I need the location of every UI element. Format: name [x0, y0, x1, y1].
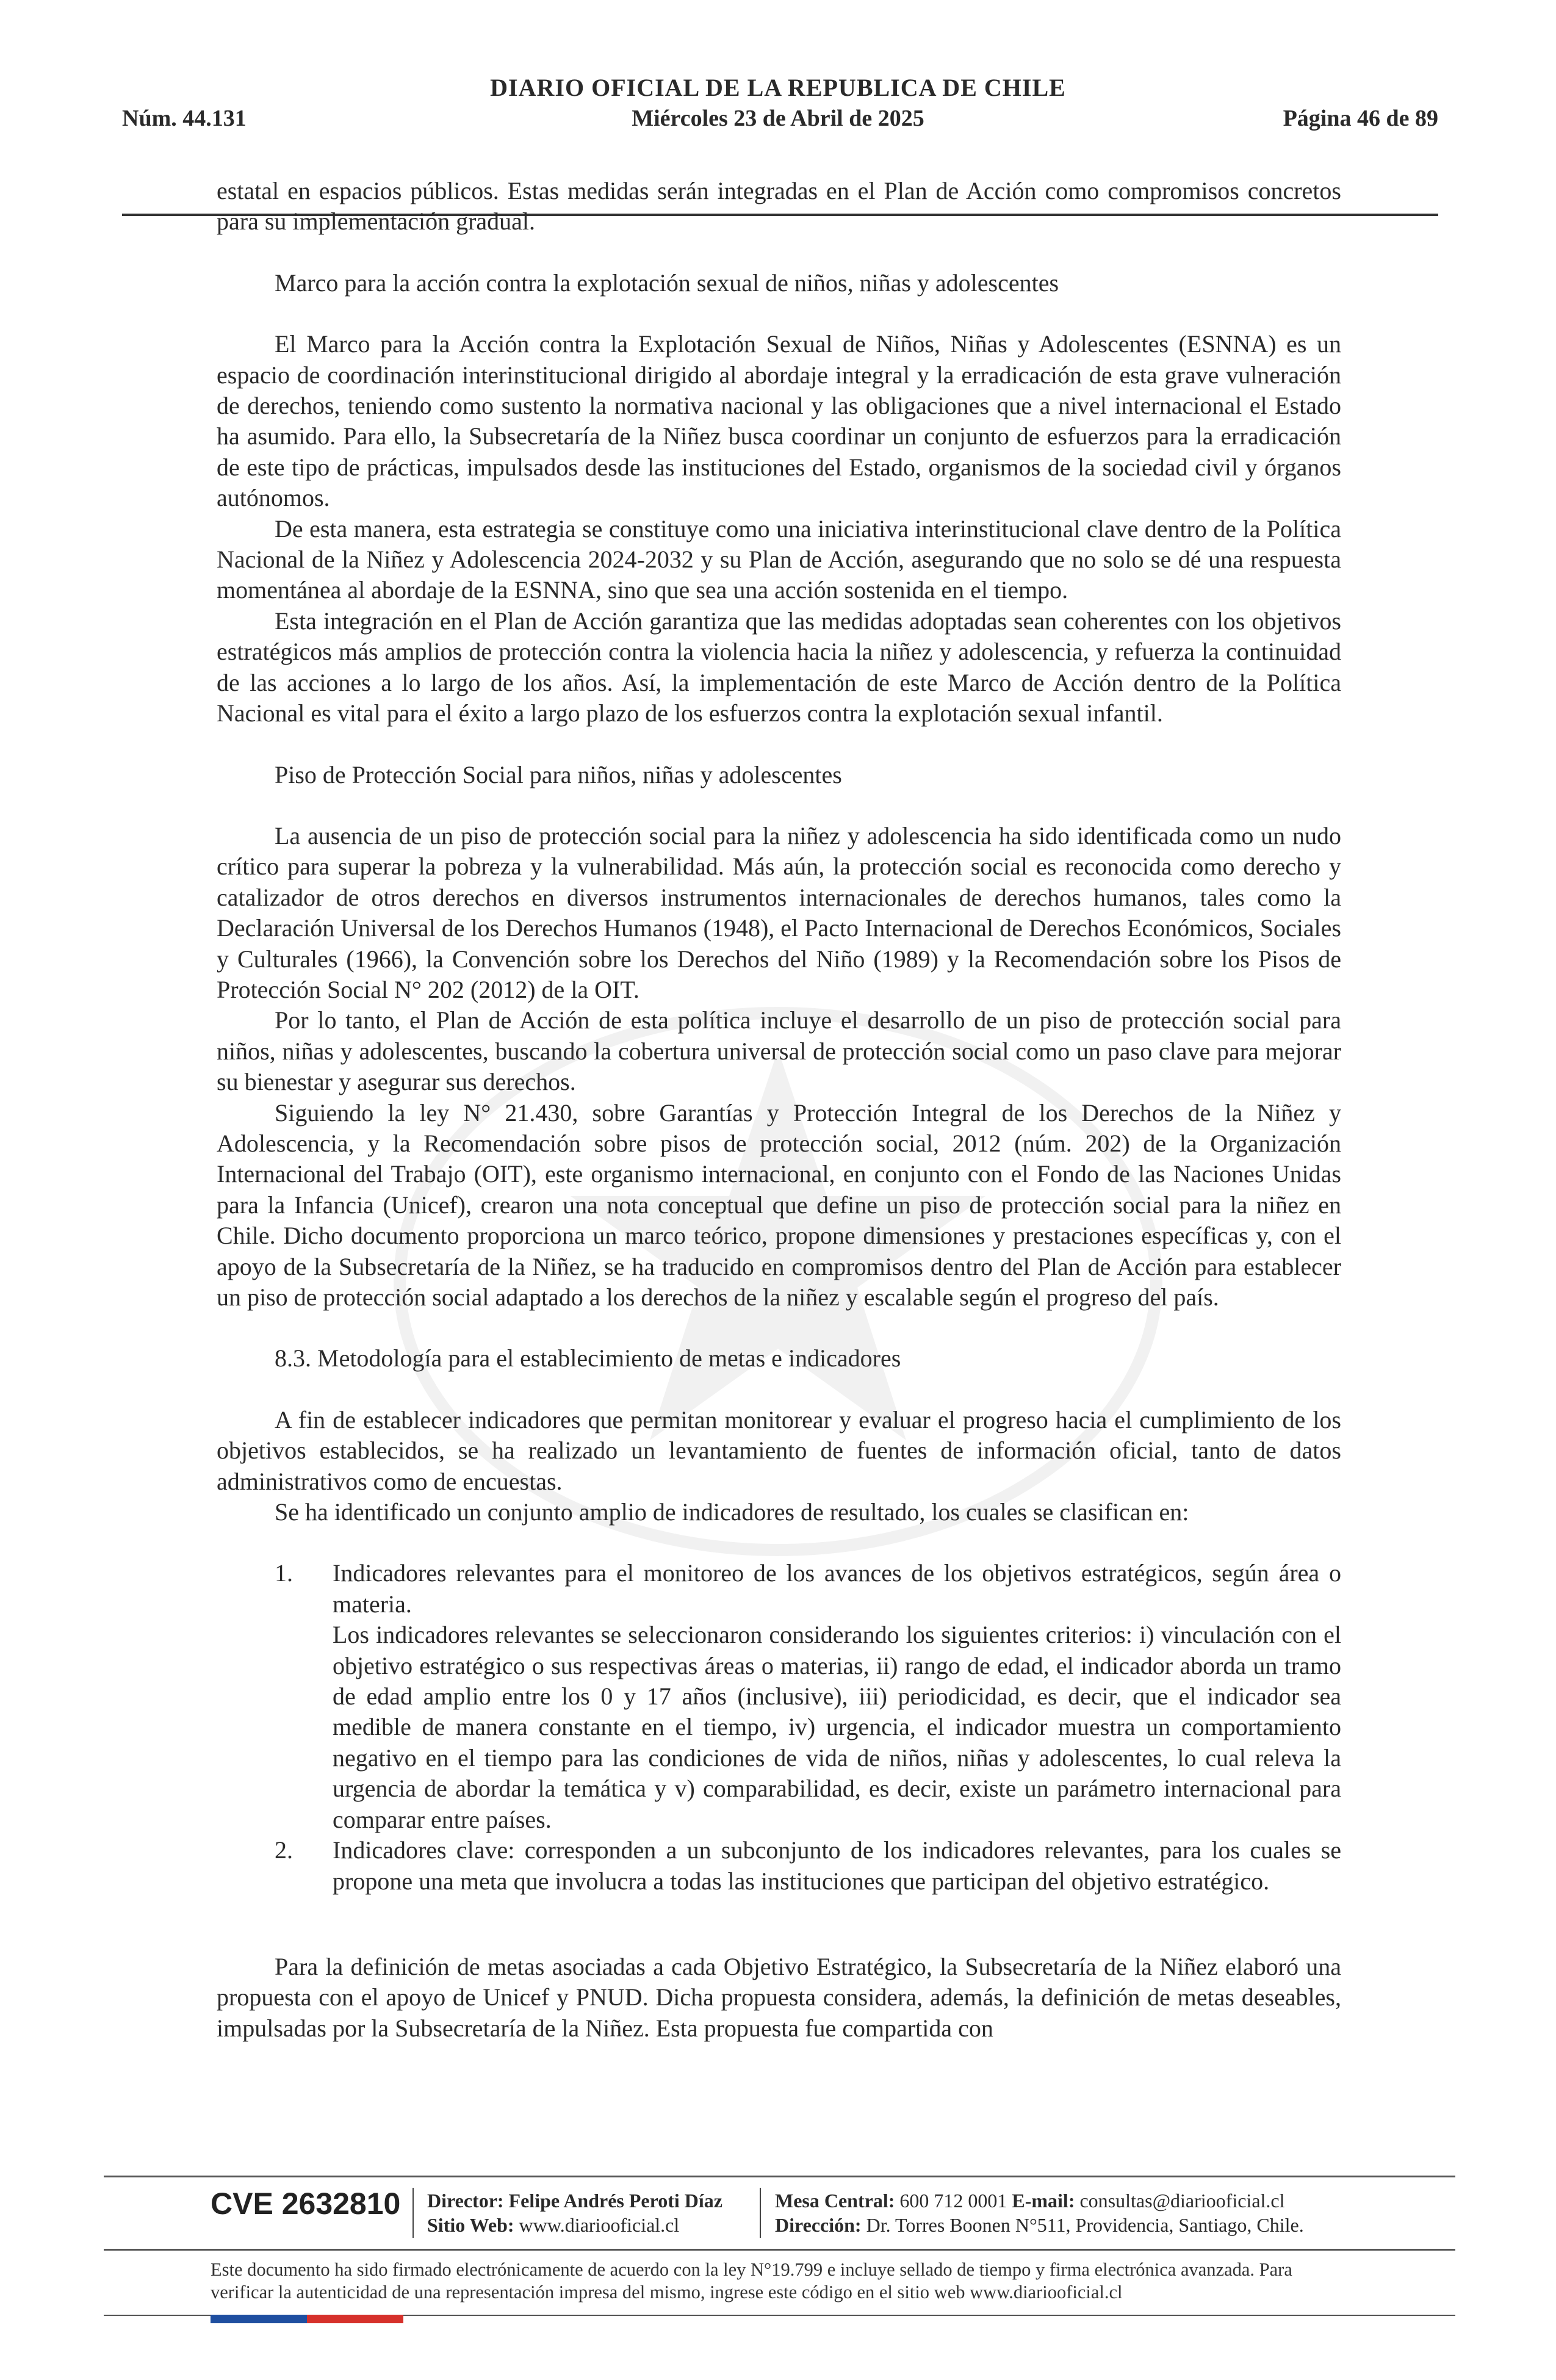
- footer-divider: [104, 2249, 1455, 2251]
- director-name: Felipe Andrés Peroti Díaz: [508, 2190, 722, 2212]
- page-number: Página 46 de 89: [1283, 106, 1438, 131]
- list-number: 1.: [275, 1559, 293, 1587]
- email-link[interactable]: consultas@diariooficial.cl: [1079, 2190, 1285, 2212]
- address: Dr. Torres Boonen N°511, Providencia, Santiago, Chile.: [866, 2214, 1304, 2236]
- paragraph: El Marco para la Acción contra la Explotación Sexual de Niños, Niñas y Adolescentes (ESNNA) es un espacio de coordinación interinstitucional dirigido al abordaje integral y la erradicación de esta grave vulneración de derechos, teniendo como sustento la normativa nacional y las obligaciones que a nivel internacional el Estado ha asumido. Para ello, la Subsecretaría de la Niñez busca coordinar un conjunto de esfuerzos para la erradicación de este tipo de prácticas, impulsados desde las instituciones del Estado, organismos de la sociedad civil y órganos autónomos.: [217, 330, 1341, 512]
- section-heading: Piso de Protección Social para niños, niñas y adolescentes: [275, 760, 842, 788]
- footer-divider: [104, 2176, 1455, 2177]
- issue-number: Núm. 44.131: [122, 106, 247, 131]
- flag-stripe: [211, 2315, 403, 2323]
- website-link[interactable]: www.diariooficial.cl: [519, 2214, 680, 2236]
- paragraph: Esta integración en el Plan de Acción garantiza que las medidas adoptadas sean coherentes con los objetivos estratégicos más amplios de protección contra la violencia hacia la niñez y adolescencia, y refuerza la continuidad de las acciones a lo largo de los años. Así, la implementación de este Marco de Acción dentro de la Política Nacional es vital para el éxito a largo plazo de los esfuerzos contra la explotación sexual infantil.: [217, 607, 1341, 727]
- document-body: [217, 176, 1341, 2044]
- footer-contact-block: Mesa Central: 600 712 0001 E-mail: consultas@diariooficial.cl Dirección: Dr. Torres Boonen N°511, Providencia, Santiago, Chile.: [775, 2190, 1304, 2236]
- list-item-text: Indicadores relevantes para el monitoreo de los avances de los objetivos estratégicos, según área o materia.: [333, 1559, 1341, 1618]
- list-item: [217, 1558, 1341, 1835]
- footer-separator: [412, 2188, 414, 2238]
- footer-separator: [760, 2188, 761, 2238]
- list-item-text: Indicadores clave: corresponden a un subconjunto de los indicadores relevantes, para los cuales se propone una meta que involucra a todas las instituciones que participan del objetivo estratégico.: [333, 1836, 1341, 1895]
- list-number: 2.: [275, 1836, 293, 1864]
- section-heading: 8.3. Metodología para el establecimiento de metas e indicadores: [275, 1344, 901, 1372]
- footer-director-block: Director: Felipe Andrés Peroti Díaz Sitio Web: www.diariooficial.cl: [427, 2190, 722, 2236]
- section-heading: Marco para la acción contra la explotación sexual de niños, niñas y adolescentes: [275, 269, 1059, 297]
- issue-date: Miércoles 23 de Abril de 2025: [632, 106, 924, 131]
- page-header: [0, 73, 1556, 146]
- phone-number: 600 712 0001: [899, 2190, 1007, 2212]
- legal-notice: Este documento ha sido firmado electrónicamente de acuerdo con la ley N°19.799 e incluye sellado de tiempo y firma electrónica avanzada. Para verificar la autenticidad de una representación impresa del mismo, ingrese este código en el sitio web www.diariooficial.cl: [211, 2259, 1292, 2302]
- paragraph: estatal en espacios públicos. Estas medidas serán integradas en el Plan de Acción como compromisos concretos para su implementación gradual.: [217, 177, 1341, 236]
- paragraph: Se ha identificado un conjunto amplio de indicadores de resultado, los cuales se clasifican en:: [275, 1498, 1189, 1526]
- paragraph: Por lo tanto, el Plan de Acción de esta política incluye el desarrollo de un piso de protección social para niños, niñas y adolescentes, buscando la cobertura universal de protección social como un paso clave para mejorar su bienestar y asegurar sus derechos.: [217, 1006, 1341, 1096]
- paragraph: A fin de establecer indicadores que permitan monitorear y evaluar el progreso hacia el cumplimiento de los objetivos establecidos, se ha realizado un levantamiento de fuentes de información oficial, tanto de datos administrativos como de encuestas.: [217, 1405, 1341, 1495]
- paragraph: Para la definición de metas asociadas a cada Objetivo Estratégico, la Subsecretaría de la Niñez elaboró una propuesta con el apoyo de Unicef y PNUD. Dicha propuesta considera, además, la definición de metas deseables, impulsadas por la Subsecretaría de la Niñez. Esta propuesta fue compartida con: [217, 1952, 1341, 2042]
- paragraph: De esta manera, esta estrategia se constituye como una iniciativa interinstitucional clave dentro de la Política Nacional de la Niñez y Adolescencia 2024-2032 y su Plan de Acción, asegurando que no solo se dé una respuesta momentánea al abordaje de la ESNNA, sino que sea una acción sostenida en el tiempo.: [217, 514, 1341, 604]
- list-item-text: Los indicadores relevantes se seleccionaron considerando los siguientes criterios: i) vinculación con el objetivo estratégico o sus respectivas áreas o materias, ii) rango de edad, el indicador aborda un tramo de edad amplio entre los 0 y 17 años (inclusive), iii) periodicidad, es decir, que el indicador sea medible de manera constante en el tiempo, iv) urgencia, el indicador muestra un comportamiento negativo en el tiempo para las condiciones de vida de niños, niñas y adolescentes, lo cual releva la urgencia de abordar la temática y v) comparabilidad, es decir, existe un parámetro internacional para comparar entre países.: [333, 1621, 1341, 1833]
- paragraph: Siguiendo la ley N° 21.430, sobre Garantías y Protección Integral de los Derechos de la Niñez y Adolescencia, y la Recomendación sobre pisos de protección social, 2012 (núm. 202) de la Organización Internacional del Trabajo (OIT), este organismo internacional, en conjunto con el Fondo de las Naciones Unidas para la Infancia (Unicef), crearon una nota conceptual que define un piso de protección social para la niñez en Chile. Dicho documento proporciona un marco teórico, propone dimensiones y prestaciones específicas y, con el apoyo de la Subsecretaría de la Niñez, se ha traducido en compromisos dentro del Plan de Acción para establecer un piso de protección social adaptado a los derechos de la niñez y escalable según el progreso del país.: [217, 1098, 1341, 1311]
- cve-code: CVE 2632810: [211, 2187, 401, 2221]
- list-item: [217, 1835, 1341, 1897]
- paragraph: La ausencia de un piso de protección social para la niñez y adolescencia ha sido identificada como un nudo crítico para superar la pobreza y la vulnerabilidad. Más aún, la protección social es reconocida como derecho y catalizador de otros derechos en diversos instrumentos internacionales de derechos humanos, tales como la Declaración Universal de los Derechos Humanos (1948), el Pacto Internacional de Derechos Económicos, Sociales y Culturales (1966), la Convención sobre los Derechos del Niño (1989) y la Recomendación sobre los Pisos de Protección Social N° 202 (2012) de la OIT.: [217, 821, 1341, 1003]
- newspaper-title: DIARIO OFICIAL DE LA REPUBLICA DE CHILE: [490, 74, 1066, 101]
